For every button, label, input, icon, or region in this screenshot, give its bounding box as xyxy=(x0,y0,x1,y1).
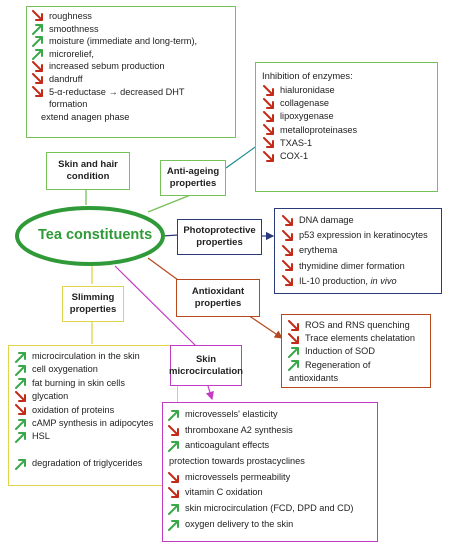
anti-ageing-item xyxy=(262,84,431,97)
photoprotective-box xyxy=(274,208,442,294)
decrease-arrow-icon xyxy=(287,320,301,332)
decrease-arrow-icon xyxy=(262,85,276,97)
skin-hair-items-box xyxy=(26,6,236,138)
decrease-arrow-icon xyxy=(31,73,45,85)
item-text: thromboxane A2 synthesis xyxy=(185,424,293,435)
microcirculation-item xyxy=(167,501,373,517)
item-text: moisture (immediate and long-term), xyxy=(49,36,198,47)
anti-ageing-item xyxy=(262,97,431,110)
increase-arrow-icon xyxy=(31,48,45,60)
microcirculation-item xyxy=(167,517,373,533)
item-text: vitamin C oxidation xyxy=(185,487,263,498)
microcirculation-item xyxy=(167,470,373,486)
connector-microcirculation-box xyxy=(208,386,212,399)
item-text: erythema xyxy=(299,245,338,256)
photoprotective-item xyxy=(281,259,435,274)
enzymes-title: Inhibition of enzymes: xyxy=(262,70,353,81)
item-text: smoothness xyxy=(49,23,99,34)
item-text: extend anagen phase xyxy=(41,111,130,122)
item-text: p53 expression in keratinocytes xyxy=(299,230,428,241)
decrease-arrow-icon xyxy=(281,275,295,287)
decrease-arrow-icon xyxy=(31,10,45,22)
item-text: degradation of triglycerides xyxy=(32,458,143,469)
slimming-item xyxy=(14,390,172,403)
item-text: microvessels permeability xyxy=(185,471,291,482)
antioxidant-label: Antioxidant properties xyxy=(176,279,260,317)
item-text: Induction of SOD xyxy=(305,346,375,357)
item-text: increased sebum production xyxy=(49,61,165,72)
decrease-arrow-icon xyxy=(14,391,28,403)
decrease-arrow-icon xyxy=(281,230,295,242)
decrease-arrow-icon xyxy=(262,124,276,136)
antioxidant-item xyxy=(287,319,425,332)
increase-arrow-icon xyxy=(167,409,181,421)
microcirculation-box xyxy=(162,402,378,542)
item-text: hialuronidase xyxy=(280,85,335,95)
item-text: skin microcirculation (FCD, DPD and CD) xyxy=(185,503,354,514)
decrease-arrow-icon xyxy=(262,111,276,123)
skin-hair-item xyxy=(31,23,231,36)
antioxidant-box xyxy=(281,314,431,388)
anti-ageing-item xyxy=(262,150,431,163)
decrease-arrow-icon xyxy=(31,86,45,98)
decrease-arrow-icon xyxy=(167,472,181,484)
item-text: oxygen delivery to the skin xyxy=(185,518,294,529)
item-text: TXAS-1 xyxy=(280,137,313,148)
item-text: dandruff xyxy=(49,73,83,84)
photoprotective-item xyxy=(281,243,435,258)
increase-arrow-icon xyxy=(287,359,301,371)
increase-arrow-icon xyxy=(167,440,181,452)
item-text: lipoxygenase xyxy=(280,111,334,122)
decrease-arrow-icon xyxy=(262,151,276,163)
increase-arrow-icon xyxy=(14,351,28,363)
center-label: Tea constituents xyxy=(38,227,153,243)
item-text: roughness xyxy=(49,11,92,21)
increase-arrow-icon xyxy=(31,35,45,47)
item-text: cAMP synthesis in adipocytes xyxy=(32,417,154,428)
skin-hair-item xyxy=(31,86,231,99)
increase-arrow-icon xyxy=(14,418,28,430)
decrease-arrow-icon xyxy=(281,215,295,227)
item-text: oxidation of proteins xyxy=(32,404,115,415)
photoprotective-item xyxy=(281,274,435,289)
decrease-arrow-icon xyxy=(287,333,301,345)
slimming-box xyxy=(8,345,178,486)
decrease-arrow-icon xyxy=(167,425,181,437)
item-text: anticoagulant effects xyxy=(185,440,270,451)
slimming-item xyxy=(14,457,172,470)
item-text: fat burning in skin cells xyxy=(32,377,125,388)
increase-arrow-icon xyxy=(167,519,181,531)
skin-hair-item xyxy=(31,73,231,86)
microcirculation-label: Skin microcirculation xyxy=(170,345,242,386)
increase-arrow-icon xyxy=(287,346,301,358)
item-text: DNA damage xyxy=(299,215,354,225)
microcirculation-item xyxy=(167,407,373,423)
item-text: ROS and RNS quenching xyxy=(305,320,410,330)
increase-arrow-icon xyxy=(14,364,28,376)
slimming-item xyxy=(14,377,172,390)
slimming-item xyxy=(14,350,172,363)
anti-ageing-item xyxy=(262,124,431,137)
photoprotective-label: Photoprotective properties xyxy=(177,219,262,255)
connector-antioxidant xyxy=(148,258,178,280)
skin-hair-item xyxy=(31,10,231,23)
decrease-arrow-icon xyxy=(14,404,28,416)
anti-ageing-item xyxy=(262,110,431,123)
slimming-item xyxy=(14,404,172,417)
anti-ageing-label: Anti-ageing properties xyxy=(160,160,226,196)
item-text: protection towards prostacyclines xyxy=(169,456,305,467)
item-text: IL-10 production, in vivo xyxy=(299,275,397,286)
slimming-item xyxy=(14,363,172,376)
decrease-arrow-icon xyxy=(262,98,276,110)
item-text: microcirculation in the skin xyxy=(32,351,140,361)
antioxidant-item xyxy=(287,372,425,385)
slimming-item xyxy=(14,444,172,457)
increase-arrow-icon xyxy=(14,377,28,389)
slimming-item xyxy=(14,430,172,443)
item-text: COX-1 xyxy=(280,150,309,161)
item-text: Trace elements chelatation xyxy=(305,333,415,344)
photoprotective-item xyxy=(281,213,435,228)
skin-hair-item xyxy=(31,60,231,73)
item-text: Regeneration of xyxy=(305,359,371,370)
antioxidant-item xyxy=(287,332,425,345)
decrease-arrow-icon xyxy=(262,137,276,149)
photoprotective-item xyxy=(281,228,435,243)
item-text: HSL xyxy=(32,431,50,442)
antioxidant-item xyxy=(287,359,425,372)
slimming-item xyxy=(14,417,172,430)
item-text: antioxidants xyxy=(289,372,339,383)
skin-hair-item xyxy=(31,35,231,48)
increase-arrow-icon xyxy=(14,431,28,443)
increase-arrow-icon xyxy=(14,458,28,470)
decrease-arrow-icon xyxy=(281,260,295,272)
microcirculation-item xyxy=(167,423,373,439)
increase-arrow-icon xyxy=(31,23,45,35)
item-text: cell oxygenation xyxy=(32,364,98,375)
antioxidant-item xyxy=(287,345,425,358)
skin-hair-label: Skin and hair condition xyxy=(46,152,130,190)
item-text: 5-α-reductase → decreased DHT xyxy=(49,86,185,97)
item-text: collagenase xyxy=(280,98,330,109)
item-text: metalloproteinases xyxy=(280,124,358,135)
microcirculation-item xyxy=(167,485,373,501)
microcirculation-item xyxy=(167,454,373,470)
skin-hair-item xyxy=(31,111,231,124)
increase-arrow-icon xyxy=(167,503,181,515)
decrease-arrow-icon xyxy=(167,487,181,499)
item-text: glycation xyxy=(32,391,69,402)
skin-hair-item xyxy=(31,48,231,61)
skin-hair-item xyxy=(31,98,231,111)
item-text: formation xyxy=(49,99,88,110)
anti-ageing-item xyxy=(262,137,431,150)
enzymes-box xyxy=(255,62,438,192)
item-text: microrelief, xyxy=(49,48,94,59)
item-text: thymidine dimer formation xyxy=(299,260,405,271)
decrease-arrow-icon xyxy=(281,245,295,257)
item-text: microvessels' elasticity xyxy=(185,409,278,419)
microcirculation-item xyxy=(167,438,373,454)
item-italic-text: in vivo xyxy=(370,275,397,286)
decrease-arrow-icon xyxy=(31,61,45,73)
slimming-label: Slimming properties xyxy=(62,286,124,322)
